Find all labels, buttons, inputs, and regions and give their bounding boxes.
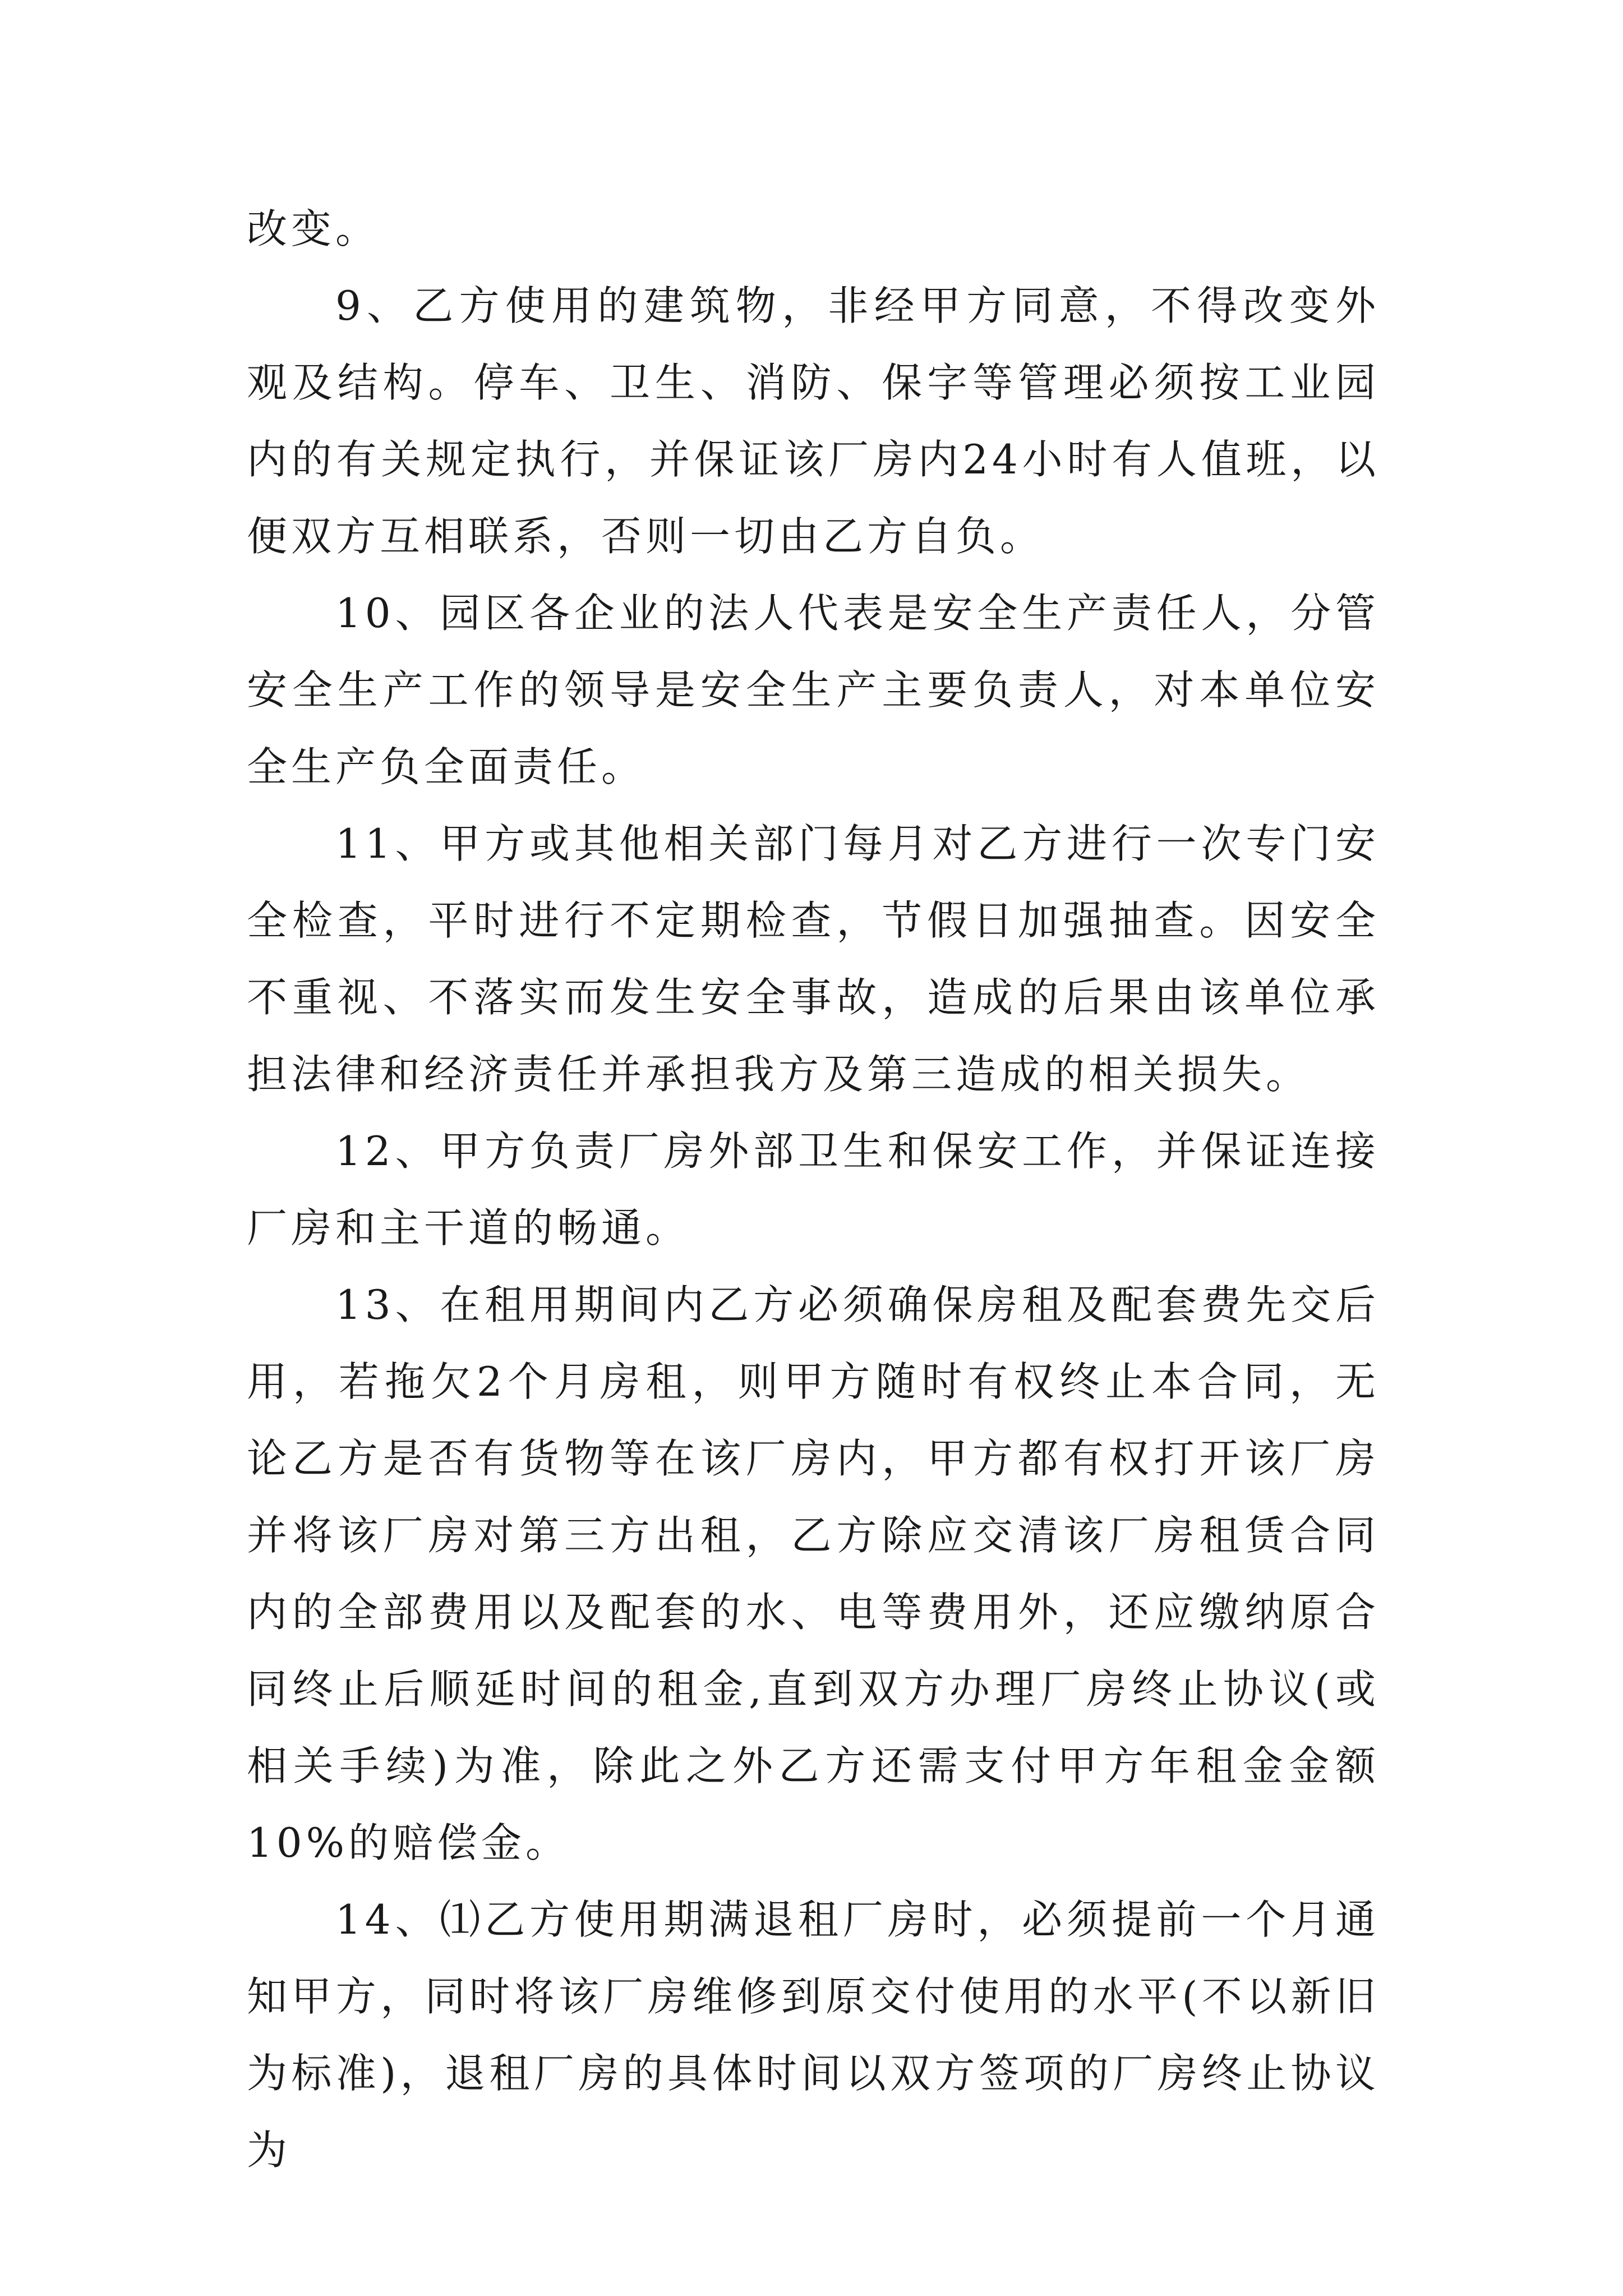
- paragraph-clause-11: 11、甲方或其他相关部门每月对乙方进行一次专门安全检查，平时进行不定期检查，节假日加强抽查。因安全不重视、不落实而发生安全事故，造成的后果由该单位承担法律和经济责任并承担我方及第三造成的相关损失。: [247, 820, 1380, 1098]
- paragraph-clause-14: 14、⑴乙方使用期满退租厂房时，必须提前一个月通知甲方，同时将该厂房维修到原交付使用的水平(不以新旧为标准)，退租厂房的具体时间以双方签项的厂房终止协议为: [247, 1896, 1380, 2174]
- paragraph-clause-12: 12、甲方负责厂房外部卫生和保安工作，并保证连接厂房和主干道的畅通。: [247, 1128, 1380, 1251]
- paragraph-clause-13: 13、在租用期间内乙方必须确保房租及配套费先交后用，若拖欠2个月房租，则甲方随时有权终止本合同，无论乙方是否有货物等在该厂房内，甲方都有权打开该厂房并将该厂房对第三方出租，乙方除应交清该厂房租赁合同内的全部费用以及配套的水、电等费用外，还应缴纳原合同终止后顺延时间的租金,直到双方办理厂房终止协议(或相关手续)为准，除此之外乙方还需支付甲方年租金金额10%的赔偿金。: [247, 1281, 1380, 1866]
- paragraph-clause-10: 10、园区各企业的法人代表是安全生产责任人，分管安全生产工作的领导是安全生产主要负责人，对本单位安全生产负全面责任。: [247, 590, 1380, 790]
- contract-text-body: [247, 191, 1380, 2189]
- paragraph-clause-9: 9、乙方使用的建筑物，非经甲方同意，不得改变外观及结构。停车、卫生、消防、保字等管理必须按工业园内的有关规定执行，并保证该厂房内24小时有人值班，以便双方互相联系，否则一切由乙方自负。: [247, 282, 1380, 560]
- paragraph-continuation: 改变。: [247, 205, 380, 252]
